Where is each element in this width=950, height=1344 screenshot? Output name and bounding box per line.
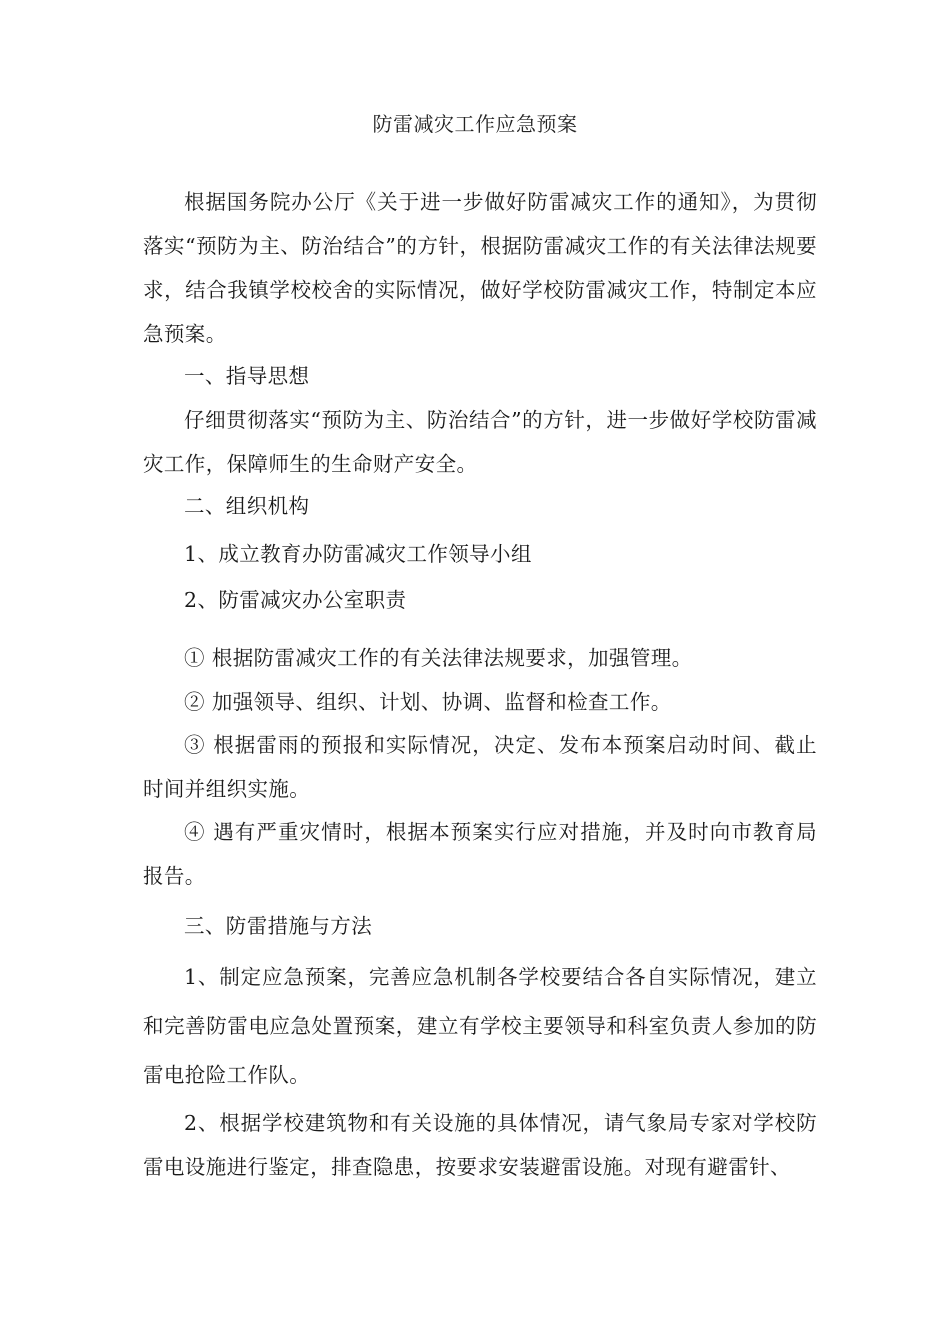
duty-item-1: ① 根据防雷减灾工作的有关法律法规要求，加强管理。	[184, 646, 693, 670]
paragraph-intro: 根据国务院办公厅《关于进一步做好防雷减灾工作的通知》，为贯彻落实“预防为主、防治结合”的方针，根据防雷减灾工作的有关法律法规要求，结合我镇学校校舍的实际情况，做好学校防雷减灾工作，特制定本应急预案。	[143, 190, 817, 346]
paragraph-guiding-ideology: 仔细贯彻落实“预防为主、防治结合”的方针，进一步做好学校防雷减灾工作，保障师生的生命财产安全。	[143, 408, 817, 476]
measure-item-1: 1、制定应急预案，完善应急机制各学校要结合各自实际情况，建立和完善防雷电应急处置预案，建立有学校主要领导和科室负责人参加的防雷电抢险工作队。	[143, 965, 817, 1087]
heading-measures: 三、防雷措施与方法	[184, 914, 373, 938]
heading-guiding-ideology: 一、指导思想	[184, 364, 310, 388]
duty-item-3: ③ 根据雷雨的预报和实际情况，决定、发布本预案启动时间、截止时间并组织实施。	[143, 733, 817, 801]
measure-item-2: 2、根据学校建筑物和有关设施的具体情况，请气象局专家对学校防雷电设施进行鉴定，排查隐患，按要求安装避雷设施。对现有避雷针、	[143, 1111, 817, 1179]
heading-organization: 二、组织机构	[184, 494, 310, 518]
duty-item-4: ④ 遇有严重灾情时，根据本预案实行应对措施，并及时向市教育局报告。	[143, 820, 817, 888]
item-leading-group: 1、成立教育办防雷减灾工作领导小组	[184, 542, 532, 566]
duty-item-2: ② 加强领导、组织、计划、协调、监督和检查工作。	[184, 690, 672, 714]
document-title: 防雷减灾工作应急预案	[372, 112, 578, 136]
item-office-duties: 2、防雷减灾办公室职责	[184, 588, 407, 612]
